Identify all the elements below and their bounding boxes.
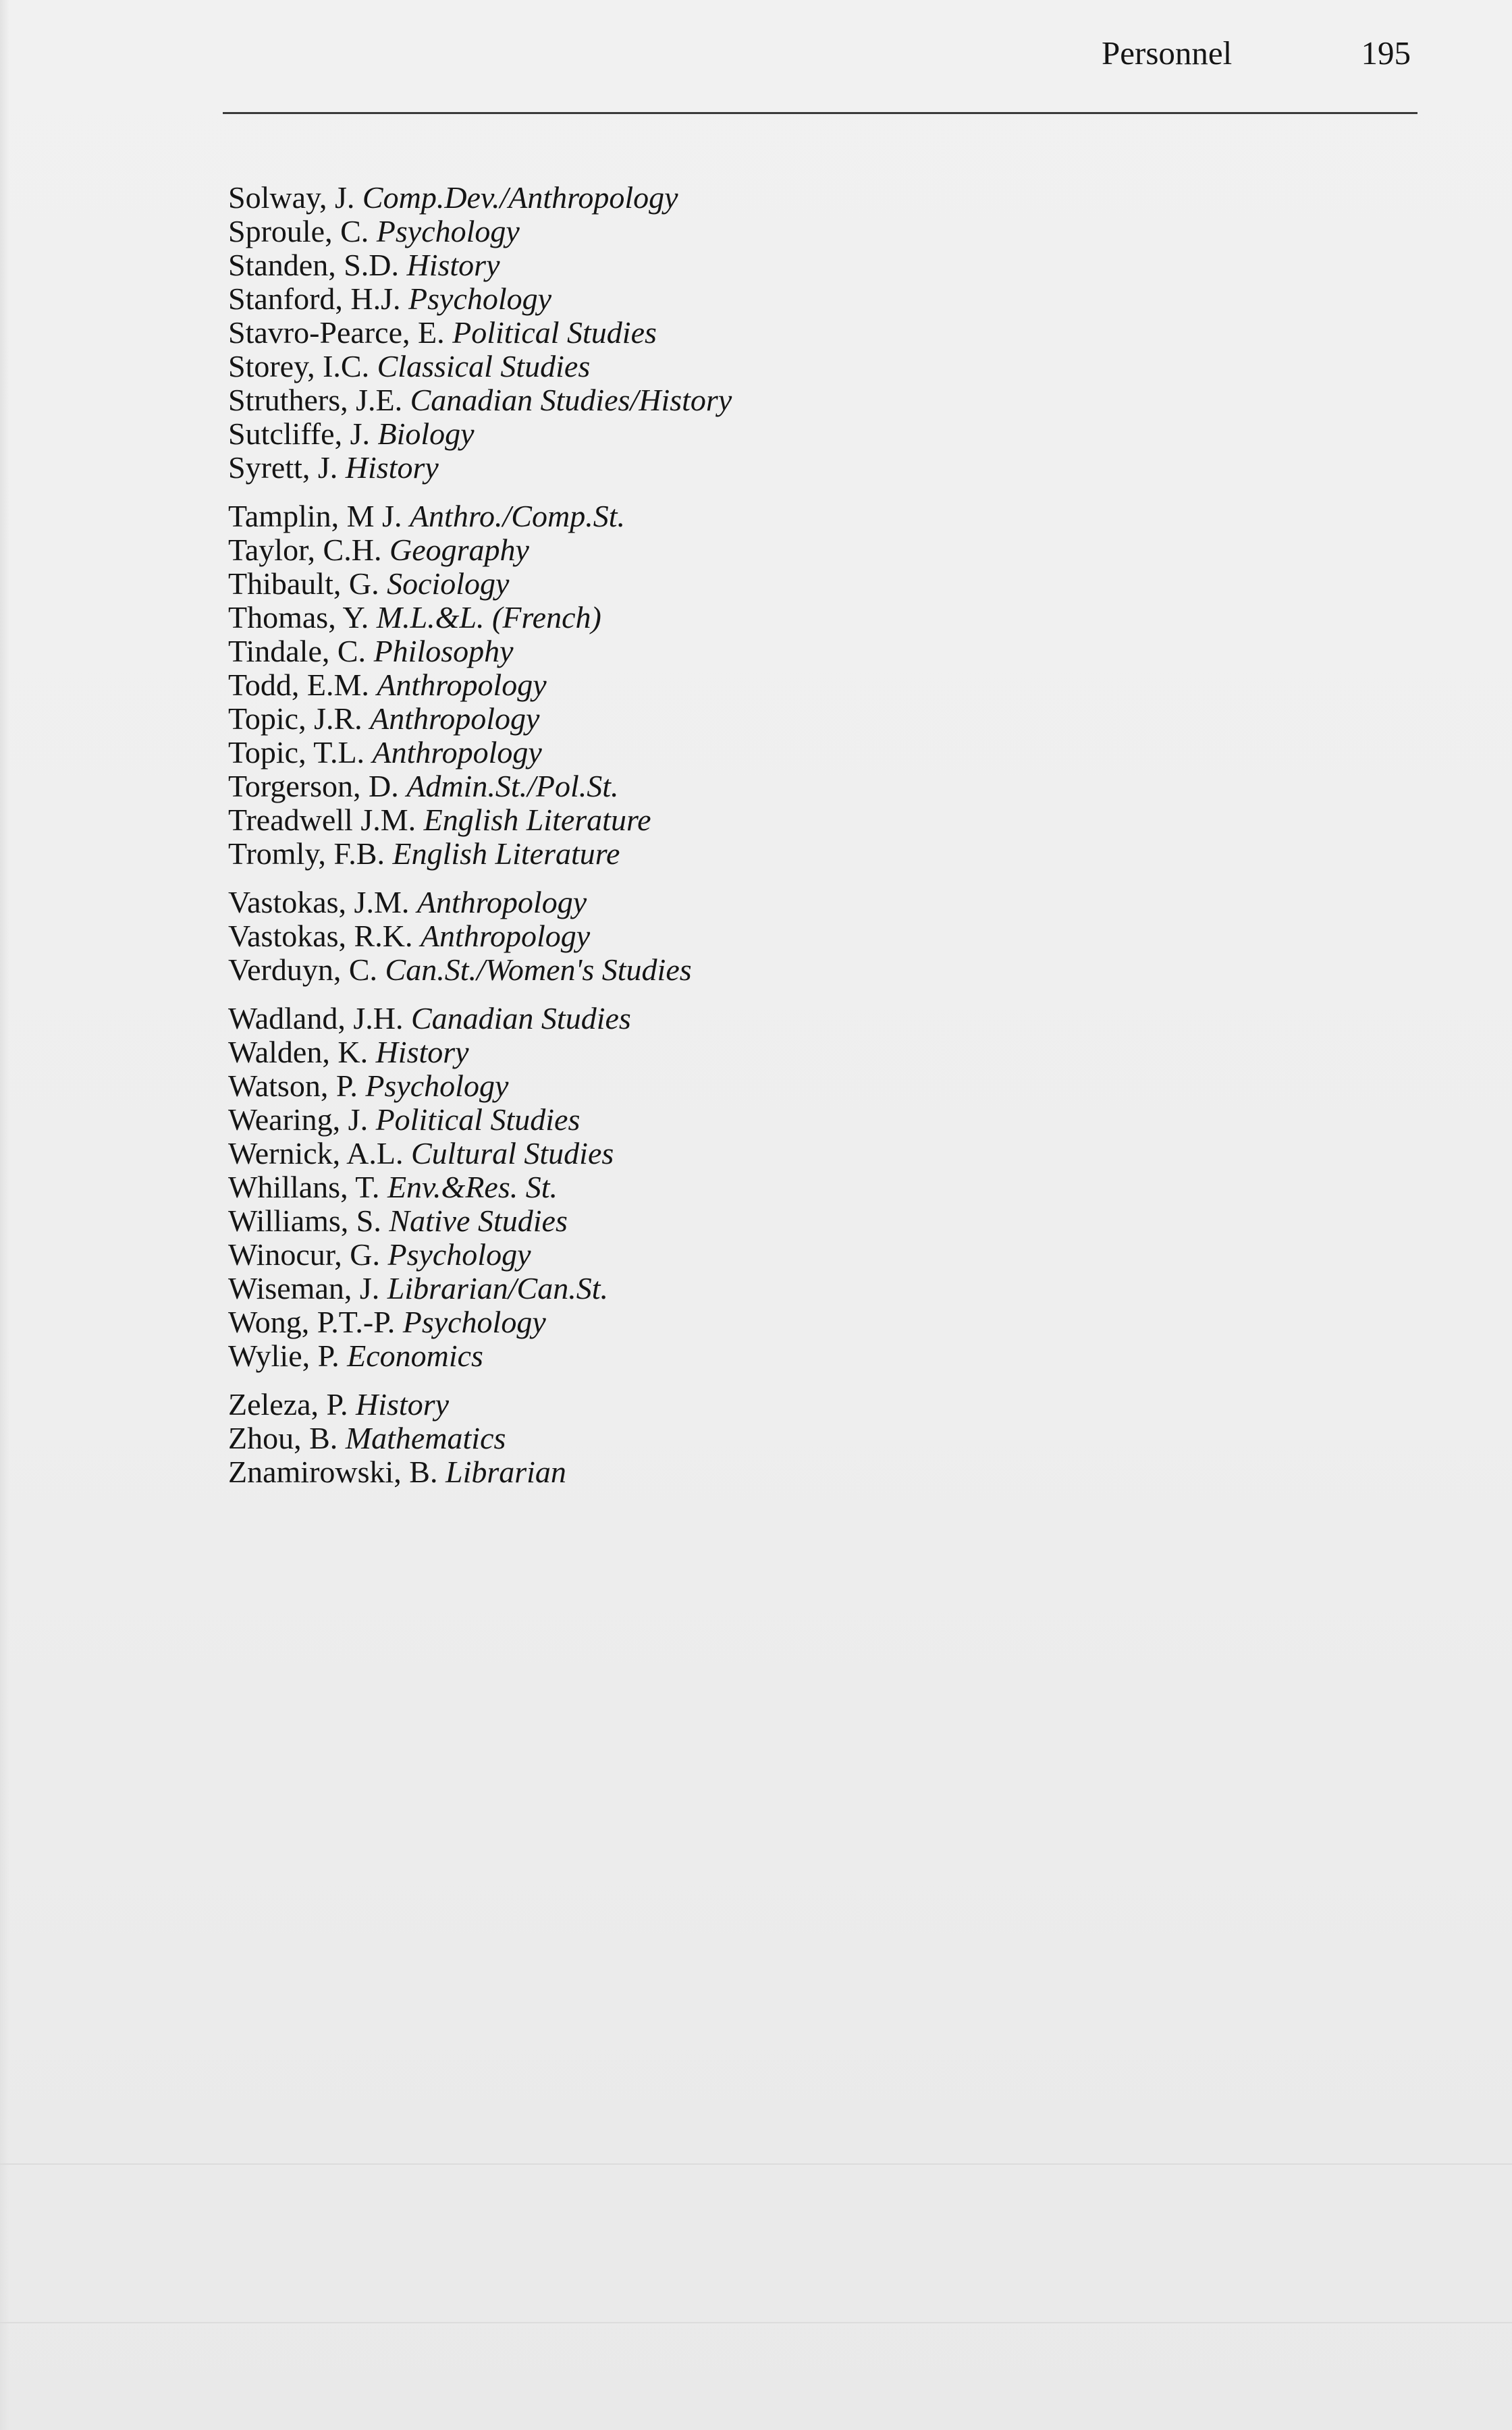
- department-name: Philosophy: [373, 634, 514, 668]
- department-name: Canadian Studies: [410, 1001, 631, 1035]
- person-name: Standen, S.D.: [228, 248, 399, 282]
- person-name: Taylor, C.H.: [228, 533, 382, 567]
- list-item: [228, 1069, 1241, 1103]
- list-item: [228, 567, 1241, 601]
- department-name: Anthropology: [420, 919, 591, 953]
- person-name: Topic, T.L.: [228, 735, 365, 770]
- department-name: Can.St./Women's Studies: [385, 952, 692, 987]
- person-name: Walden, K.: [228, 1035, 369, 1069]
- list-item: [228, 770, 1241, 803]
- person-name: Tamplin, M J.: [228, 499, 402, 533]
- department-name: Psychology: [408, 281, 552, 316]
- department-name: Mathematics: [345, 1421, 506, 1455]
- department-name: Sociology: [387, 566, 510, 601]
- list-item: [228, 350, 1241, 383]
- list-item: [228, 1455, 1241, 1489]
- person-name: Thomas, Y.: [228, 600, 369, 634]
- list-item: [228, 803, 1241, 837]
- person-name: Wadland, J.H.: [228, 1001, 404, 1035]
- list-item: [228, 1339, 1241, 1373]
- person-name: Solway, J.: [228, 180, 355, 215]
- department-name: Librarian: [445, 1455, 566, 1489]
- list-item: [228, 1422, 1241, 1455]
- department-name: Anthropology: [370, 701, 540, 736]
- list-item: [228, 702, 1241, 736]
- list-item: [228, 886, 1241, 919]
- person-name: Syrett, J.: [228, 450, 338, 485]
- list-item: [228, 1238, 1241, 1272]
- list-item: [228, 668, 1241, 702]
- department-name: Cultural Studies: [410, 1136, 614, 1170]
- department-name: Canadian Studies/History: [410, 383, 732, 417]
- list-item: [228, 383, 1241, 417]
- list-item: [228, 1272, 1241, 1305]
- department-name: Psychology: [376, 214, 520, 248]
- department-name: Native Studies: [389, 1204, 568, 1238]
- person-name: Zhou, B.: [228, 1421, 338, 1455]
- person-name: Todd, E.M.: [228, 668, 369, 702]
- person-name: Sproule, C.: [228, 214, 369, 248]
- list-item: [228, 248, 1241, 282]
- letter-group: [228, 500, 1241, 871]
- department-name: Anthropology: [377, 668, 547, 702]
- department-name: History: [345, 450, 439, 485]
- page-edge-shadow: [0, 0, 9, 2430]
- personnel-list: [228, 181, 1241, 1504]
- person-name: Wiseman, J.: [228, 1271, 380, 1305]
- list-item: [228, 417, 1241, 451]
- department-name: Anthropology: [372, 735, 542, 770]
- list-item: [228, 634, 1241, 668]
- list-item: [228, 953, 1241, 987]
- person-name: Wong, P.T.-P.: [228, 1305, 396, 1339]
- person-name: Watson, P.: [228, 1069, 358, 1103]
- list-item: [228, 181, 1241, 215]
- department-name: Economics: [347, 1339, 483, 1373]
- person-name: Storey, I.C.: [228, 349, 370, 383]
- department-name: History: [406, 248, 500, 282]
- department-name: History: [356, 1387, 450, 1422]
- section-title: Personnel: [1102, 34, 1233, 72]
- letter-group: [228, 181, 1241, 485]
- list-item: [228, 533, 1241, 567]
- department-name: Classical Studies: [377, 349, 591, 383]
- department-name: Political Studies: [452, 315, 657, 350]
- person-name: Znamirowski, B.: [228, 1455, 438, 1489]
- person-name: Stanford, H.J.: [228, 281, 401, 316]
- person-name: Wylie, P.: [228, 1339, 340, 1373]
- department-name: Anthro./Comp.St.: [409, 499, 625, 533]
- person-name: Zeleza, P.: [228, 1387, 348, 1422]
- person-name: Tromly, F.B.: [228, 836, 385, 871]
- department-name: English Literature: [392, 836, 620, 871]
- list-item: [228, 736, 1241, 770]
- person-name: Sutcliffe, J.: [228, 416, 370, 451]
- letter-group: [228, 1002, 1241, 1373]
- list-item: [228, 215, 1241, 248]
- list-item: [228, 919, 1241, 953]
- department-name: Geography: [389, 533, 529, 567]
- list-item: [228, 316, 1241, 350]
- person-name: Topic, J.R.: [228, 701, 362, 736]
- department-name: History: [375, 1035, 469, 1069]
- list-item: [228, 451, 1241, 485]
- person-name: Verduyn, C.: [228, 952, 378, 987]
- page-number: 195: [1361, 34, 1411, 72]
- person-name: Struthers, J.E.: [228, 383, 403, 417]
- list-item: [228, 1103, 1241, 1137]
- list-item: [228, 1002, 1241, 1035]
- scan-artifact-line: [0, 2163, 1512, 2165]
- person-name: Vastokas, J.M.: [228, 885, 410, 919]
- letter-group: [228, 1388, 1241, 1489]
- person-name: Thibault, G.: [228, 566, 379, 601]
- list-item: [228, 1388, 1241, 1422]
- list-item: [228, 1204, 1241, 1238]
- list-item: [228, 500, 1241, 533]
- scan-artifact-line: [0, 2322, 1512, 2323]
- department-name: Env.&Res. St.: [387, 1170, 558, 1204]
- list-item: [228, 601, 1241, 634]
- list-item: [228, 1170, 1241, 1204]
- department-name: Biology: [377, 416, 475, 451]
- header-rule: [223, 112, 1418, 114]
- person-name: Williams, S.: [228, 1204, 381, 1238]
- department-name: Political Studies: [375, 1102, 580, 1137]
- list-item: [228, 1305, 1241, 1339]
- person-name: Vastokas, R.K.: [228, 919, 413, 953]
- department-name: English Literature: [423, 803, 651, 837]
- department-name: Librarian/Can.St.: [387, 1271, 608, 1305]
- list-item: [228, 1035, 1241, 1069]
- person-name: Whillans, T.: [228, 1170, 380, 1204]
- department-name: Admin.St./Pol.St.: [406, 769, 619, 803]
- person-name: Winocur, G.: [228, 1237, 380, 1272]
- department-name: Anthropology: [416, 885, 587, 919]
- person-name: Torgerson, D.: [228, 769, 399, 803]
- list-item: [228, 282, 1241, 316]
- department-name: Comp.Dev./Anthropology: [362, 180, 678, 215]
- running-header: [1080, 31, 1415, 76]
- department-name: Psychology: [402, 1305, 546, 1339]
- letter-group: [228, 886, 1241, 987]
- department-name: Psychology: [365, 1069, 509, 1103]
- person-name: Stavro-Pearce, E.: [228, 315, 445, 350]
- department-name: M.L.&L. (French): [376, 600, 601, 634]
- list-item: [228, 1137, 1241, 1170]
- list-item: [228, 837, 1241, 871]
- person-name: Wearing, J.: [228, 1102, 369, 1137]
- person-name: Wernick, A.L.: [228, 1136, 404, 1170]
- department-name: Psychology: [387, 1237, 531, 1272]
- person-name: Tindale, C.: [228, 634, 367, 668]
- person-name: Treadwell J.M.: [228, 803, 416, 837]
